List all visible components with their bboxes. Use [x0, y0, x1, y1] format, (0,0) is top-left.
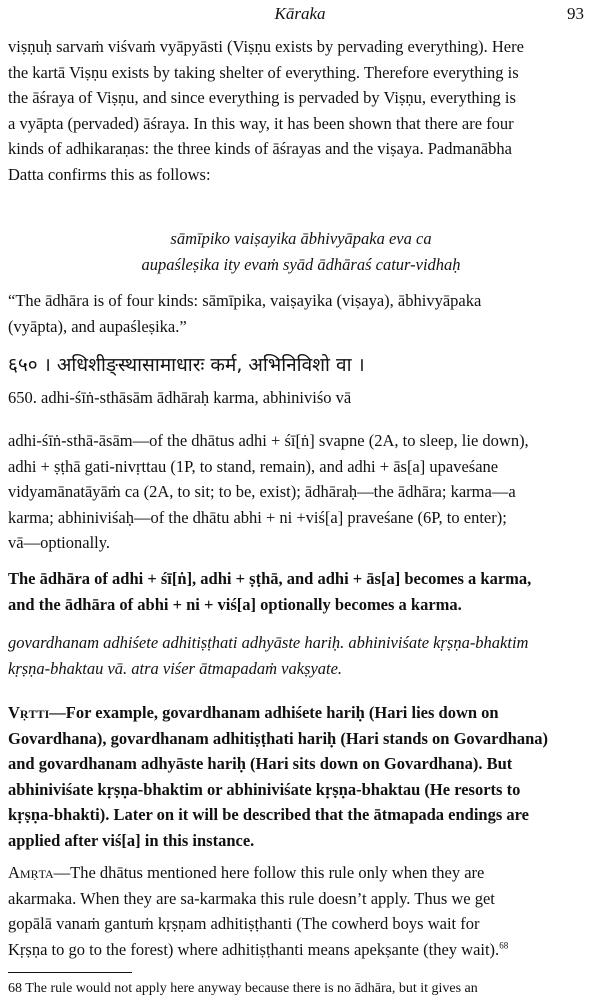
- paragraph-asraya: [8, 34, 594, 187]
- verse-block: [8, 226, 594, 277]
- text-line: kṛṣṇa-bhakti). Later on it will be described that the ātmapada endings are: [8, 805, 530, 824]
- text-line: a vyāpta (pervaded) āśraya. In this way, it has been shown that there are four: [8, 113, 514, 133]
- text-line: Datta confirms this as follows:: [8, 164, 211, 184]
- example-sentences: [8, 630, 594, 681]
- text-line: Amṛta—The dhātus mentioned here follow this rule only when they are: [8, 863, 485, 882]
- text-line: viṣṇuḥ sarvaṁ viśvaṁ vyāpyāsti (Viṣṇu exists by pervading everything). Here: [8, 37, 524, 56]
- footnote-divider: [8, 972, 132, 973]
- text-line: kṛṣṇa-bhaktau vā. atra viśer ātmapadaṁ vakṣyate.: [8, 658, 343, 678]
- text-line: Vṛtti—For example, govardhanam adhiśete hariḥ (Hari lies down on: [8, 703, 499, 722]
- word-gloss: [8, 428, 594, 556]
- text-line: govardhanam adhiśete adhitiṣṭhati adhyāste hariḥ. abhiniviśate kṛṣṇa-bhaktim: [8, 633, 529, 652]
- text-line: abhiniviśate kṛṣṇa-bhaktim or abhiniviśate kṛṣṇa-bhaktau (He resorts to: [8, 779, 521, 799]
- text-line: (vyāpta), and aupaśleṣika.”: [8, 316, 187, 336]
- text-line: adhi + ṣṭhā gati-nivṛttau (1P, to stand, remain), and adhi + ās[a] upaveśane: [8, 456, 499, 476]
- running-header: [0, 4, 600, 30]
- sutra-devanagari: ६५० । अधिशीङ्स्थासामाधारः कर्म, अभिनिविशो वा ।: [8, 354, 365, 376]
- amrta-heading: Amṛta: [8, 863, 54, 882]
- text-line: the kartā Viṣṇu exists by taking shelter of everything. Therefore everything is: [8, 62, 519, 82]
- vrtti-commentary: [8, 700, 594, 853]
- text-line: Govardhana), govardhanam adhitiṣṭhati hariḥ (Hari stands on Govardhana): [8, 728, 549, 748]
- verse-line: sāmīpiko vaiṣayika ābhivyāpaka eva ca: [170, 229, 432, 248]
- text-line: and govardhanam adhyāste hariḥ (Hari sits down on Govardhana). But: [8, 754, 513, 773]
- text-line: adhi-śīṅ-sthā-āsām—of the dhātus adhi + śī[ṅ] svapne (2A, to sleep, lie down),: [8, 431, 529, 450]
- footnote-68: 68 The rule would not apply here anyway because there is no ādhāra, but it gives an: [8, 981, 478, 996]
- text-line: The ādhāra of adhi + śī[ṅ], adhi + ṣṭhā, and adhi + ās[a] becomes a karma,: [8, 569, 532, 588]
- verse-translation: [8, 288, 594, 339]
- text-line: applied after viś[a] in this instance.: [8, 830, 255, 850]
- text-line: karma; abhiniviśaḥ—of the dhātu abhi + ni +viś[a] praveśane (6P, to enter);: [8, 507, 507, 527]
- page-number: 93: [567, 4, 584, 23]
- text-line: vā—optionally.: [8, 533, 111, 552]
- text-line: kinds of adhikaraṇas: the three kinds of āśrayas and the viṣaya. Padmanābha: [8, 139, 513, 158]
- verse-line: aupaśleṣika ity evaṁ syād ādhāraś catur-vidhaḥ: [141, 254, 461, 274]
- rule-statement: [8, 566, 594, 617]
- text-line: and the ādhāra of abhi + ni + viś[a] optionally becomes a karma.: [8, 594, 462, 614]
- text-line: vidyamānatāyāṁ ca (2A, to sit; to be, exist); ādhāraḥ—the ādhāra; karma—a: [8, 482, 516, 501]
- text-line: Kṛṣṇa to go to the forest) where adhitiṣṭhanti means apekṣante (they wait).$^{68}$: [8, 939, 509, 959]
- text-line: akarmaka. When they are sa-karmaka this rule doesn’t apply. Thus we get: [8, 888, 495, 908]
- vrtti-heading: Vṛtti: [8, 703, 50, 722]
- amrta-commentary: [8, 860, 594, 962]
- text-line: gopālā vanaṁ gantuṁ kṛṣṇam adhitiṣṭhanti (The cowherd boys wait for: [8, 914, 480, 933]
- text-line: the āśraya of Viṣṇu, and since everything is pervaded by Viṣṇu, everything is: [8, 88, 516, 107]
- chapter-title: Kāraka: [274, 4, 326, 23]
- sutra-transliteration: 650. adhi-śīṅ-sthāsām ādhāraḥ karma, abhiniviśo vā: [8, 388, 352, 407]
- text-line: “The ādhāra is of four kinds: sāmīpika, vaiṣayika (viṣaya), ābhivyāpaka: [8, 291, 482, 310]
- footnote-reference[interactable]: 68: [499, 940, 509, 950]
